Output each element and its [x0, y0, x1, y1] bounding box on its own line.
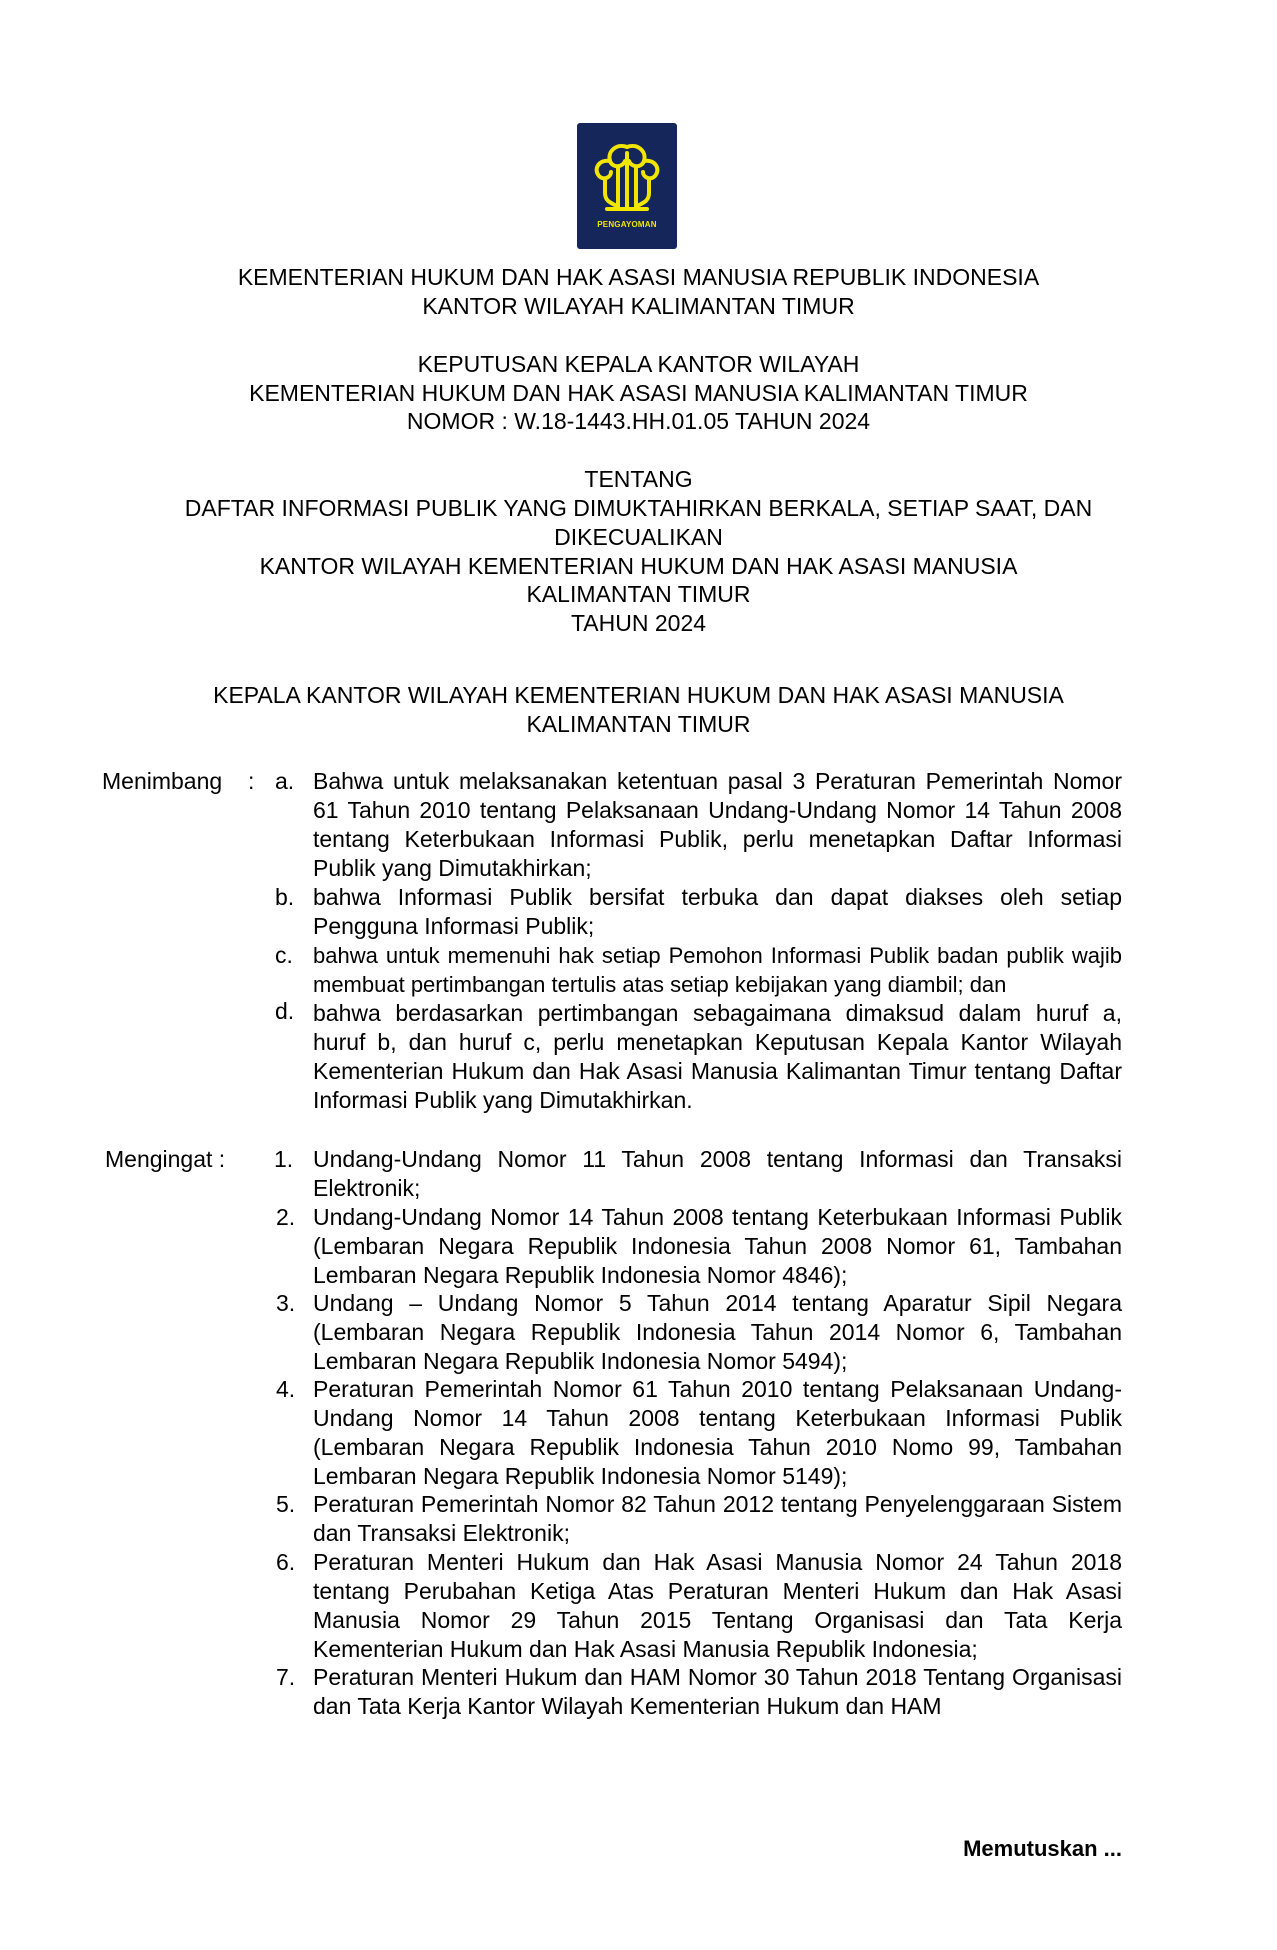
mengingat-mark-4: 4.: [276, 1376, 296, 1402]
menimbang-colon: :: [248, 768, 255, 794]
mengingat-item-6: Peraturan Menteri Hukum dan Hak Asasi Manusia Nomor 24 Tahun 2018 tentang Perubahan Ketiga Atas Peraturan Menteri Hukum dan Hak Asasi Manusia Nomor 29 Tahun 2015 Tentang Organisasi dan Tata Kerja Kementerian Hukum dan Hak Asasi Manusia Republik Indonesia;: [313, 1549, 1122, 1662]
ministry-title: KEMENTERIAN HUKUM DAN HAK ASASI MANUSIA REPUBLIK INDONESIA: [237, 264, 1040, 290]
mengingat-item-2: Undang-Undang Nomor 14 Tahun 2008 tentang Keterbukaan Informasi Publik (Lembaran Negara Republik Indonesia Tahun 2008 Nomor 61, Tambahan Lembaran Negara Republik Indonesia Nomor 4846);: [313, 1204, 1122, 1288]
next-page-cue: Memutuskan ...: [963, 1836, 1122, 1861]
menimbang-item-d: bahwa berdasarkan pertimbangan sebagaimana dimaksud dalam huruf a, huruf b, dan huruf c, perlu menetapkan Keputusan Kepala Kantor Wilayah Kementerian Hukum dan Hak Asasi Manusia Kalimantan Timur tentang Daftar Informasi Publik yang Dimutakhirkan.: [313, 1000, 1122, 1113]
menimbang-item-c: bahwa untuk memenuhi hak setiap Pemohon Informasi Publik badan publik wajib membuat pertimbangan tertulis atas setiap kebijakan yang diambil; dan: [313, 943, 1122, 997]
mengingat-item-1: Undang-Undang Nomor 11 Tahun 2008 tentang Informasi dan Transaksi Elektronik;: [313, 1146, 1122, 1201]
menimbang-mark-d: d.: [275, 998, 295, 1024]
mengingat-item-3: Undang – Undang Nomor 5 Tahun 2014 tentang Aparatur Sipil Negara (Lembaran Negara Republik Indonesia Tahun 2014 Nomor 6, Tambahan Lembaran Negara Republik Indonesia Nomor 5494);: [313, 1290, 1122, 1374]
mengingat-mark-2: 2.: [276, 1204, 296, 1230]
pengayoman-tree-icon: [577, 123, 677, 249]
about-line-3: KANTOR WILAYAH KEMENTERIAN HUKUM DAN HAK ASASI MANUSIA: [259, 553, 1018, 579]
menimbang-mark-c: c.: [275, 942, 293, 968]
mengingat-mark-1: 1.: [274, 1146, 294, 1172]
about-line-4: KALIMANTAN TIMUR: [526, 581, 751, 607]
mengingat-item-4: Peraturan Pemerintah Nomor 61 Tahun 2010 tentang Pelaksanaan Undang-Undang Nomor 14 Tahun 2008 tentang Keterbukaan Informasi Publik (Lembaran Negara Republik Indonesia Tahun 2010 Nomo 99, Tambahan Lembaran Negara Republik Indonesia Nomor 5149);: [313, 1376, 1122, 1489]
decree-ministry: KEMENTERIAN HUKUM DAN HAK ASASI MANUSIA KALIMANTAN TIMUR: [249, 380, 1028, 406]
mengingat-label: Mengingat :: [105, 1146, 226, 1172]
about-line-2: DIKECUALIKAN: [554, 524, 723, 550]
office-title: KANTOR WILAYAH KALIMANTAN TIMUR: [422, 293, 855, 319]
mengingat-mark-7: 7.: [276, 1664, 296, 1690]
decree-number: NOMOR : W.18-1443.HH.01.05 TAHUN 2024: [406, 408, 871, 434]
mengingat-mark-3: 3.: [276, 1290, 296, 1316]
decree-title: KEPUTUSAN KEPALA KANTOR WILAYAH: [417, 351, 860, 377]
menimbang-mark-b: b.: [275, 884, 295, 910]
mengingat-mark-6: 6.: [276, 1549, 296, 1575]
about-line-5: TAHUN 2024: [570, 610, 707, 636]
signer-line-2: KALIMANTAN TIMUR: [526, 711, 751, 737]
pengayoman-logo: [577, 123, 677, 249]
menimbang-item-a: Bahwa untuk melaksanakan ketentuan pasal 3 Peraturan Pemerintah Nomor 61 Tahun 2010 tentang Pelaksanaan Undang-Undang Nomor 14 Tahun 2008 tentang Keterbukaan Informasi Publik, perlu menetapkan Daftar Informasi Publik yang Dimutakhirkan;: [313, 768, 1122, 881]
about-line-1: DAFTAR INFORMASI PUBLIK YANG DIMUKTAHIRKAN BERKALA, SETIAP SAAT, DAN: [184, 495, 1093, 521]
mengingat-mark-5: 5.: [276, 1491, 296, 1517]
mengingat-item-5: Peraturan Pemerintah Nomor 82 Tahun 2012 tentang Penyelenggaraan Sistem dan Transaksi Elektronik;: [313, 1491, 1122, 1546]
about-label: TENTANG: [584, 466, 693, 492]
logo-caption: PENGAYOMAN: [597, 220, 657, 229]
signer-line-1: KEPALA KANTOR WILAYAH KEMENTERIAN HUKUM DAN HAK ASASI MANUSIA: [213, 682, 1064, 708]
mengingat-item-7: Peraturan Menteri Hukum dan HAM Nomor 30 Tahun 2018 Tentang Organisasi dan Tata Kerja Kantor Wilayah Kementerian Hukum dan HAM: [313, 1664, 1122, 1719]
menimbang-item-b: bahwa Informasi Publik bersifat terbuka dan dapat diakses oleh setiap Pengguna Informasi Publik;: [313, 884, 1122, 939]
menimbang-mark-a: a.: [275, 768, 295, 794]
menimbang-label: Menimbang: [102, 768, 223, 794]
